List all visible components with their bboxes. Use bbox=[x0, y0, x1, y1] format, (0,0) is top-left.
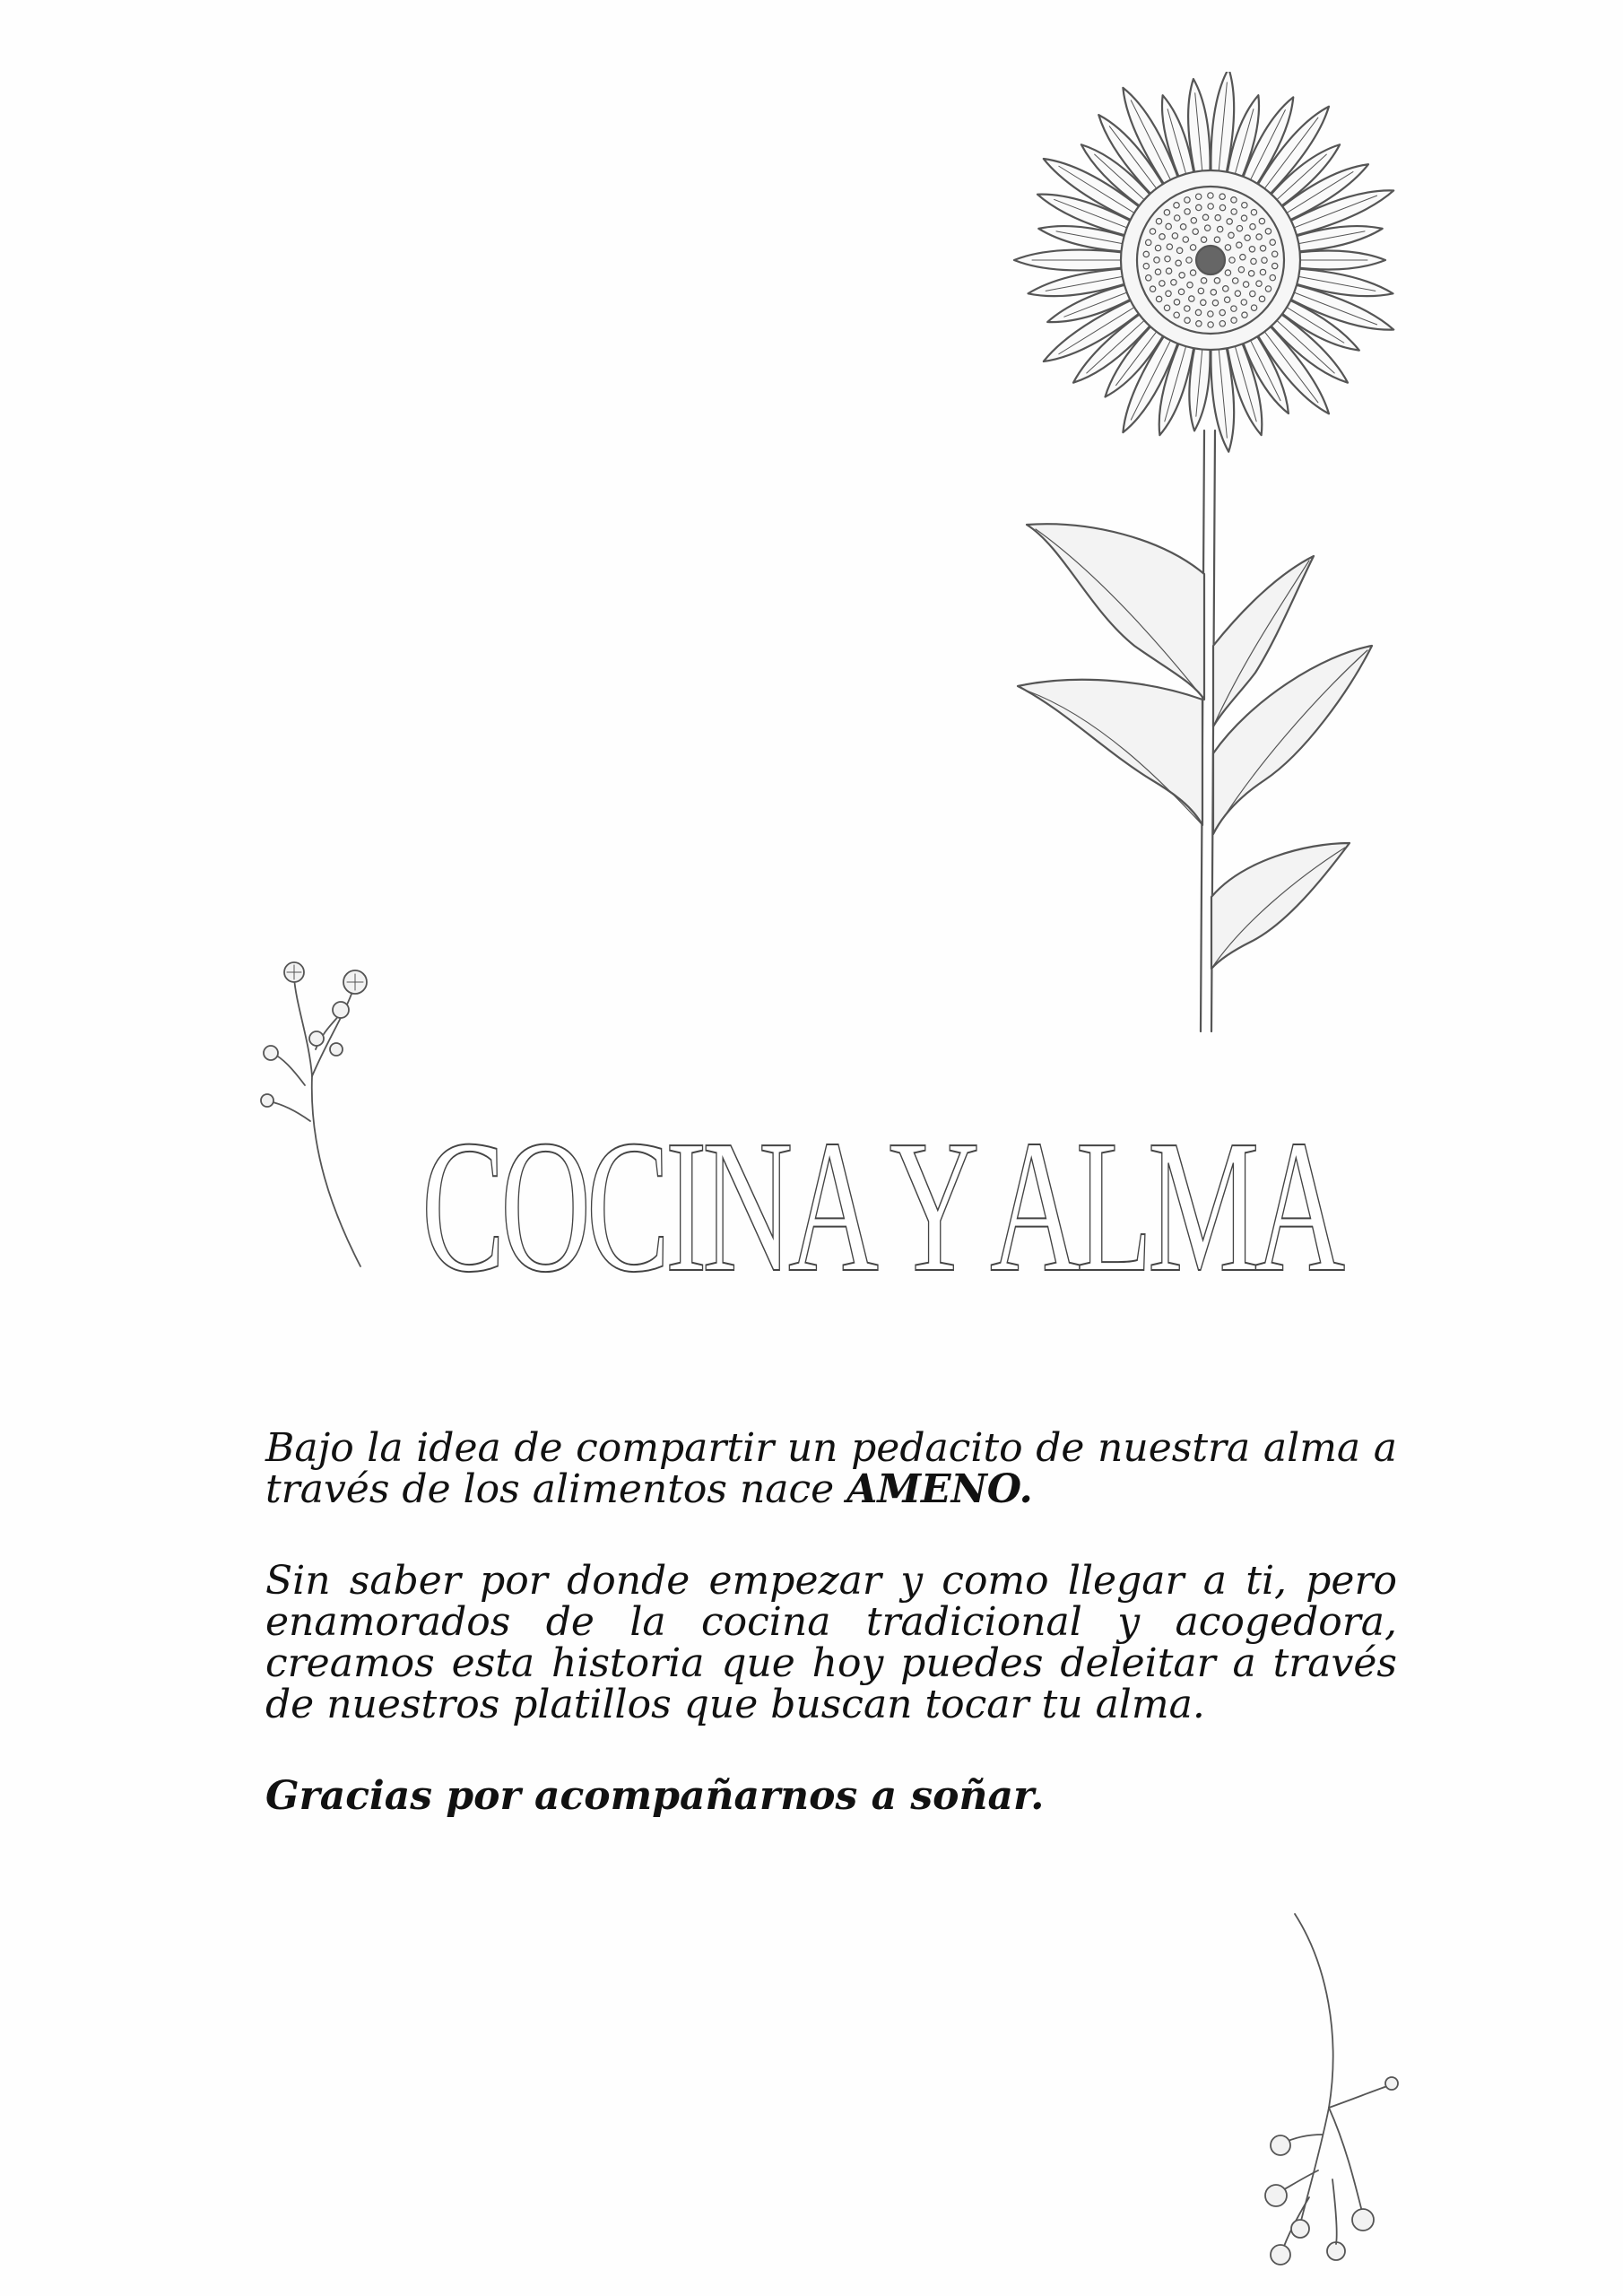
leaf-lower-left bbox=[1018, 680, 1202, 825]
wildflower-sprig-bottom-icon bbox=[1246, 1910, 1417, 2269]
wildflower-sprig-top-icon bbox=[260, 942, 395, 1274]
intro-lead-text: Bajo la idea de compartir un pedacito de nuestra alma a través de los alimentos nace bbox=[265, 1425, 1397, 1512]
leaf-upper-left bbox=[1027, 524, 1204, 700]
sunflower-illustration bbox=[1009, 72, 1412, 1040]
intro-paragraph bbox=[265, 1425, 1397, 1512]
leaf-lower-right bbox=[1211, 843, 1350, 969]
closing-paragraph: Gracias por acompañarnos a soñar. bbox=[265, 1773, 1045, 1819]
brand-name: AMENO. bbox=[846, 1466, 1033, 1512]
flower-center bbox=[1196, 246, 1225, 274]
intro-text-block bbox=[265, 1425, 1397, 1867]
page-title: COCINA Y ALMA bbox=[421, 1100, 1341, 1311]
story-paragraph: Sin saber por donde empezar y como llegar a ti, pero enamorados de la cocina tradicional y acogedora, creamos esta historia que hoy puedes deleitar a través de nuestros platillos que buscan tocar tu alma. bbox=[265, 1558, 1397, 1727]
